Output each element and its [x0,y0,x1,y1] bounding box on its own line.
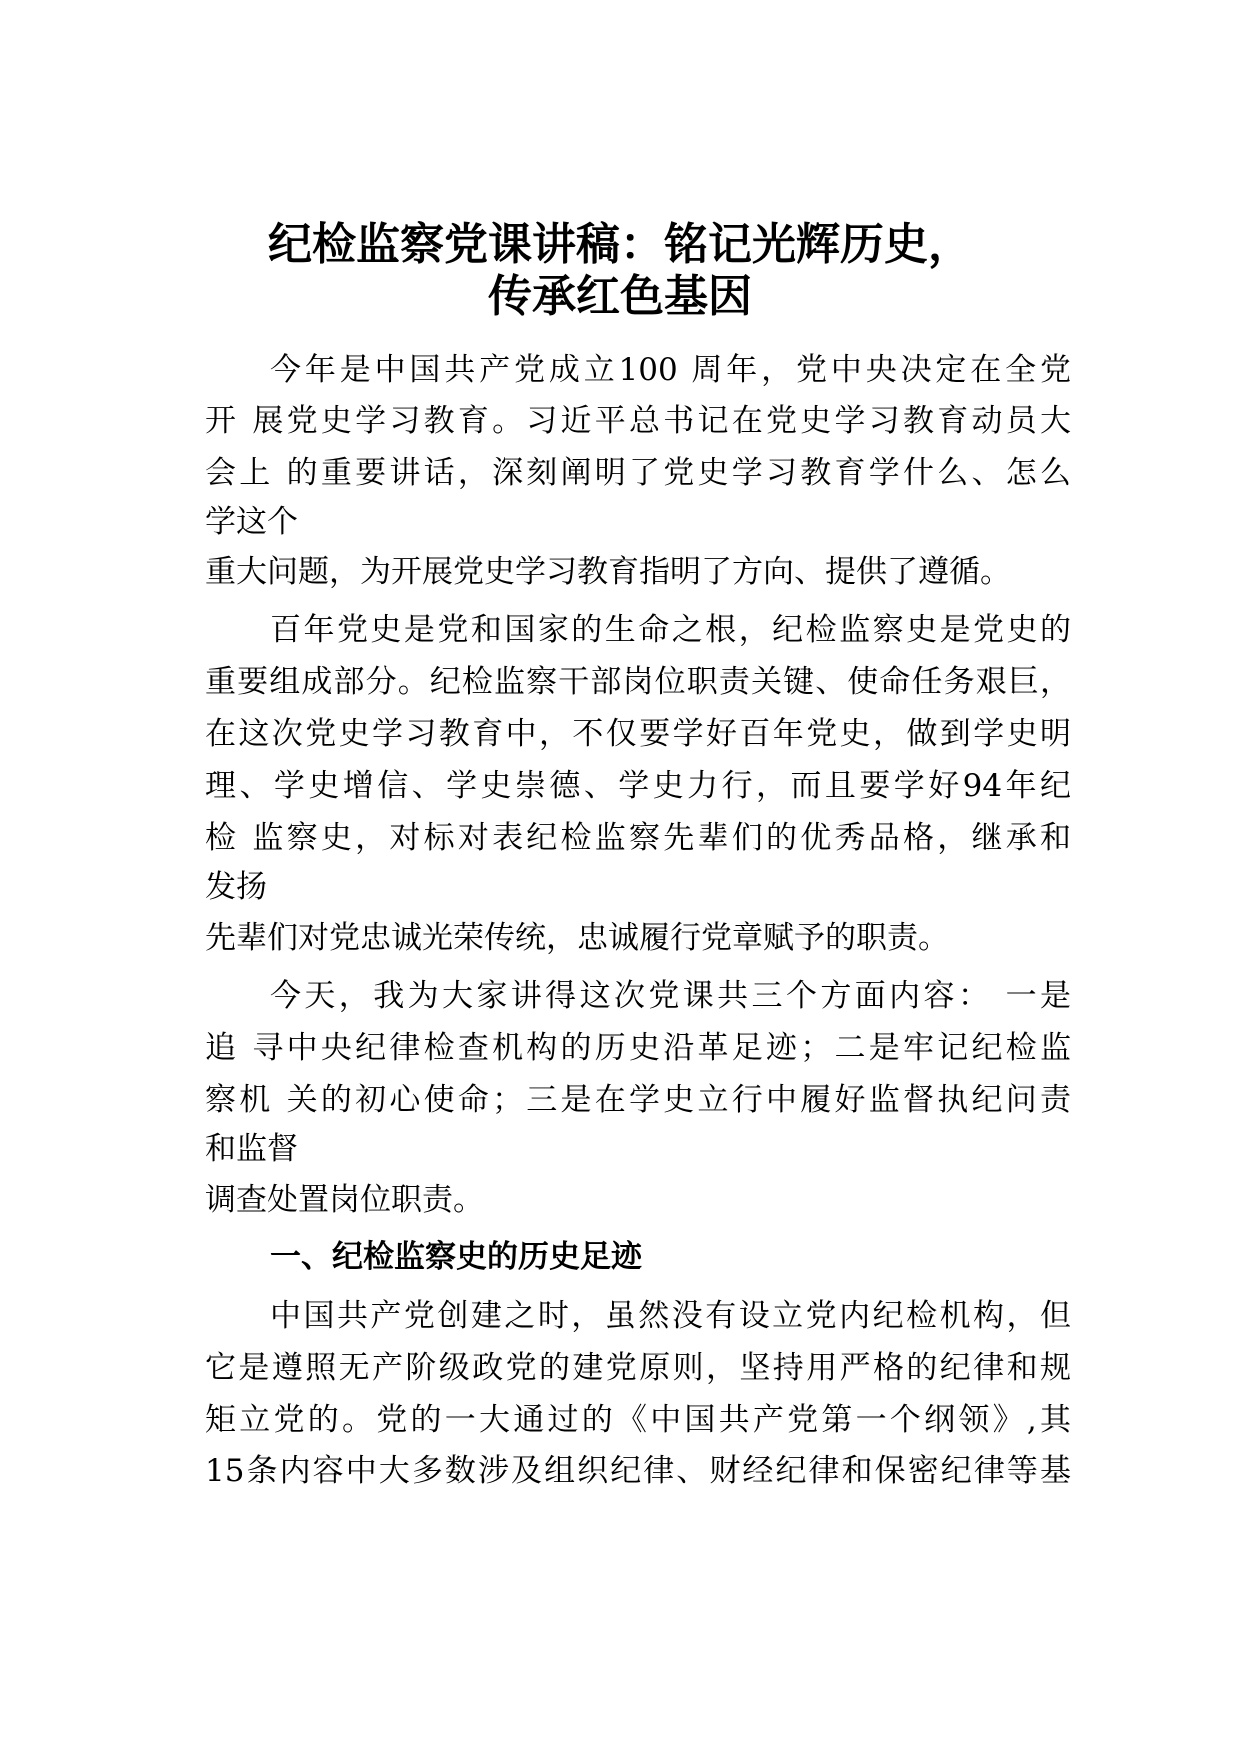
paragraph-1-line-5: 重大问题，为开展党史学习教育指明了方向、提供了遵循。 [205,554,1011,590]
paragraph-2-line-5: 检 监察史，对标对表纪检监察先辈们的优秀品格，继承和 [205,820,1071,856]
paragraph-1-line-2: 开 展党史学习教育。习近平总书记在党史学习教育动员大 [205,403,1071,439]
document-title-line-2: 传承红色基因 [488,271,752,322]
section-heading-1: 一、纪检监察史的历史足迹 [270,1239,642,1275]
paragraph-2-line-4: 理、学史增信、学史崇德、学史力行，而且要学好94年纪 [205,768,1071,804]
section-1-paragraph-line-4: 15条内容中大多数涉及组织纪律、财经纪律和保密纪律等基 [205,1453,1071,1489]
paragraph-3-line-5: 调查处置岗位职责。 [205,1182,484,1218]
paragraph-3-line-2: 追 寻中央纪律检查机构的历史沿革足迹；二是牢记纪检监 [205,1030,1071,1066]
paragraph-1-line-4: 学这个 [205,504,298,540]
paragraph-1-line-3: 会上 的重要讲话，深刻阐明了党史学习教育学什么、怎么 [205,455,1071,491]
section-1-paragraph-line-1: 中国共产党创建之时，虽然没有设立党内纪检机构，但 [270,1298,1071,1334]
paragraph-2-line-6: 发扬 [205,869,267,905]
section-1-paragraph-line-3: 矩立党的。党的一大通过的《中国共产党第一个纲领》,其 [205,1402,1071,1438]
paragraph-1-line-1: 今年是中国共产党成立100 周年，党中央决定在全党 [270,352,1071,388]
section-1-paragraph-line-2: 它是遵照无产阶级政党的建党原则，坚持用严格的纪律和规 [205,1350,1071,1386]
paragraph-2-line-2: 重要组成部分。纪检监察干部岗位职责关键、使命任务艰巨， [205,664,1071,700]
paragraph-3-line-1: 今天，我为大家讲得这次党课共三个方面内容： 一是 [270,978,1071,1014]
paragraph-2-line-1: 百年党史是党和国家的生命之根，纪检监察史是党史的 [270,612,1071,648]
paragraph-2-line-3: 在这次党史学习教育中，不仅要学好百年党史，做到学史明 [205,716,1071,752]
document-title-line-1: 纪检监察党课讲稿：铭记光辉历史， [268,219,972,270]
paragraph-2-line-7: 先辈们对党忠诚光荣传统，忠诚履行党章赋予的职责。 [205,920,949,956]
paragraph-3-line-3: 察机 关的初心使命；三是在学史立行中履好监督执纪问责 [205,1082,1071,1118]
paragraph-3-line-4: 和监督 [205,1131,298,1167]
